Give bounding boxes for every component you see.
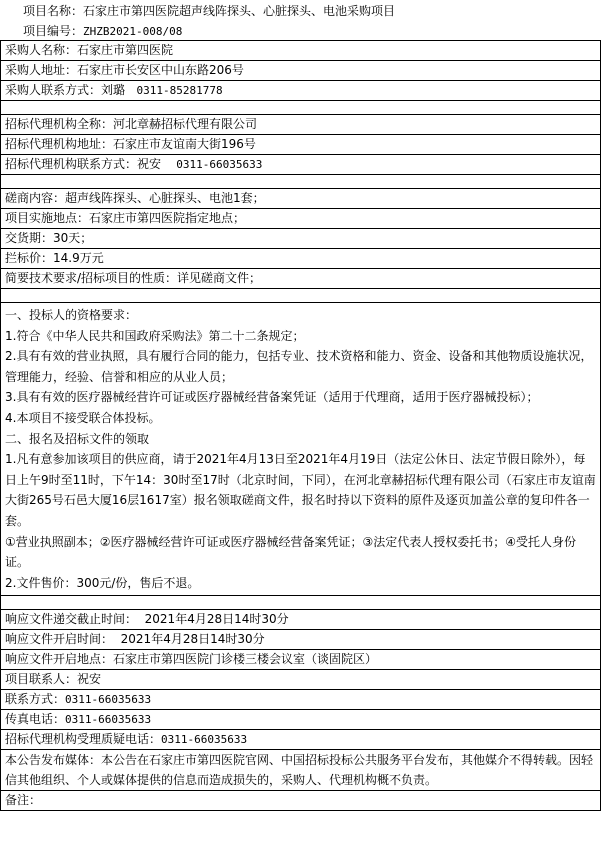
- table-row: [1, 610, 601, 630]
- purchaser-contact-cell: [1, 81, 601, 101]
- table-row: [1, 229, 601, 249]
- table-row: [1, 791, 601, 811]
- table-row: [1, 750, 601, 791]
- open-time-value: 2021年4月28日14时30分: [120, 632, 265, 647]
- table-row: [1, 41, 601, 61]
- purchaser-address-cell: [1, 61, 601, 81]
- registration-docs: ①营业执照副本；②医疗器械经营许可证或医疗器械经营备案凭证；③法定代表人授权委托书；④受托人身份证。: [5, 534, 577, 570]
- spacer-cell: [1, 289, 601, 303]
- purchaser-address: 石家庄市长安区中山东路206号: [77, 63, 244, 77]
- agency-address-label: 招标代理机构地址：: [5, 137, 114, 151]
- agency-contact-cell: [1, 155, 601, 175]
- project-no-label: 项目编号：: [23, 24, 84, 38]
- content-cell: [1, 189, 601, 209]
- remark-cell: [1, 791, 601, 811]
- registration-text: 1.凡有意参加该项目的供应商，请于2021年4月13日至2021年4月19日（法定公休日、法定节假日除外），每日上午9时至11时，下午14：30时至17时（北京时间，下同），在河北章赫招标代理有限公司（石家庄市友谊南大街265号石邑大厦16层1617室）报名领取磋商文件，报名时持以下资料的原件及逐页加盖公章的复印件各一套。: [5, 452, 596, 528]
- purchaser-address-label: 采购人地址：: [5, 63, 78, 77]
- table-row: [1, 269, 601, 289]
- agency-contact-label: 招标代理机构联系方式：: [5, 157, 138, 171]
- table-row: [1, 730, 601, 750]
- registration-title: 二、报名及招标文件的领取: [5, 431, 150, 446]
- table-row: [1, 249, 601, 269]
- price-cell: [1, 249, 601, 269]
- media-cell: [1, 750, 601, 791]
- media-text: 本公告发布媒体：本公告在石家庄市第四医院官网、中国招标投标公共服务平台发布，其他媒介不得转载。因轻信其他组织、个人或媒体提供的信息而造成损失的，采购人、代理机构概不负责。: [5, 753, 594, 788]
- purchaser-name-cell: [1, 41, 601, 61]
- open-time-label: 响应文件开启时间：: [5, 632, 114, 647]
- project-no: ZHZB2021-008/08: [83, 25, 183, 38]
- table-row: [1, 209, 601, 229]
- open-place-cell: [1, 650, 601, 670]
- contact-value: 祝安: [77, 672, 102, 687]
- qualification-item: 4.本项目不接受联合体投标。: [5, 410, 161, 425]
- agency-contact-person: 祝安: [137, 157, 162, 171]
- project-name-label: 项目名称：: [23, 4, 84, 18]
- table-row: [1, 710, 601, 730]
- project-name: 石家庄市第四医院超声线阵探头、心脏探头、电池采购项目: [83, 4, 396, 18]
- content-label: 磋商内容：: [5, 191, 66, 205]
- agency-name-label: 招标代理机构全称：: [5, 117, 114, 131]
- agency-name: 河北章赫招标代理有限公司: [113, 117, 258, 131]
- agency-name-cell: [1, 115, 601, 135]
- purchaser-contact-phone: 0311-85281778: [136, 84, 223, 97]
- table-row: [1, 670, 601, 690]
- spacer-row: [1, 175, 601, 189]
- spacer-cell: [1, 596, 601, 610]
- spacer-row: [1, 596, 601, 610]
- site-label: 项目实施地点：: [5, 211, 90, 225]
- purchaser-name: 石家庄市第四医院: [77, 43, 174, 57]
- open-time-cell: [1, 630, 601, 650]
- open-place-value: 石家庄市第四医院门诊楼三楼会议室（谈固院区）: [113, 652, 378, 667]
- table-row: [1, 690, 601, 710]
- table-row: [1, 303, 601, 596]
- remark-label: 备注：: [5, 793, 42, 808]
- spacer-row: [1, 101, 601, 115]
- deadline-cell: [1, 610, 601, 630]
- complaint-cell: [1, 730, 601, 750]
- purchaser-contact-label: 采购人联系方式：: [5, 83, 102, 97]
- spacer-cell: [1, 101, 601, 115]
- tech-value: 详见磋商文件；: [177, 271, 262, 285]
- purchaser-contact-person: 刘璐: [101, 83, 126, 97]
- deadline-label: 响应文件递交截止时间：: [5, 612, 138, 627]
- phone-value: 0311-66035633: [65, 693, 152, 707]
- qualification-item: 3.具有有效的医疗器械经营许可证或医疗器械经营备案凭证（适用于代理商，适用于医疗器械投标）；: [5, 390, 539, 405]
- spacer-cell: [1, 175, 601, 189]
- tech-label: 简要技术要求/招标项目的性质：: [5, 271, 178, 285]
- table-row: [1, 650, 601, 670]
- qualification-item: 2.具有有效的营业执照，具有履行合同的能力，包括专业、技术资格和能力、资金、设备和其他物质设施状况，管理能力，经验、信誉和相应的从业人员；: [5, 349, 593, 384]
- delivery-cell: [1, 229, 601, 249]
- fax-value: 0311-66035633: [65, 713, 152, 727]
- price-value: 14.9万元: [53, 251, 104, 265]
- contact-cell: [1, 670, 601, 690]
- announcement-table: [0, 40, 601, 811]
- complaint-value: 0311-66035633: [161, 733, 248, 747]
- phone-cell: [1, 690, 601, 710]
- project-name-line: [11, 2, 395, 20]
- qualification-item: 1.符合《中华人民共和国政府采购法》第二十二条规定；: [5, 328, 305, 343]
- table-row: [1, 81, 601, 101]
- price-label: 拦标价：: [5, 251, 54, 265]
- project-header: [0, 0, 601, 40]
- table-row: [1, 115, 601, 135]
- delivery-label: 交货期：: [5, 231, 54, 245]
- table-row: [1, 155, 601, 175]
- qualification-title: 一、投标人的资格要求：: [5, 308, 138, 322]
- content-value: 超声线阵探头、心脏探头、电池1套；: [65, 191, 265, 205]
- contact-label: 项目联系人：: [5, 672, 78, 687]
- document-price: 2.文件售价：300元/份，售后不退。: [5, 575, 200, 590]
- delivery-value: 30天；: [53, 231, 93, 245]
- site-cell: [1, 209, 601, 229]
- purchaser-name-label: 采购人名称：: [5, 43, 78, 57]
- deadline-value: 2021年4月28日14时30分: [144, 612, 289, 627]
- agency-address: 石家庄市友谊南大街196号: [113, 137, 256, 151]
- table-row: [1, 135, 601, 155]
- qualification-cell: [1, 303, 601, 596]
- agency-contact-phone: 0311-66035633: [176, 158, 263, 171]
- site-value: 石家庄市第四医院指定地点；: [89, 211, 246, 225]
- table-row: [1, 189, 601, 209]
- table-row: [1, 630, 601, 650]
- fax-label: 传真电话：: [5, 712, 66, 727]
- open-place-label: 响应文件开启地点：: [5, 652, 114, 667]
- table-row: [1, 61, 601, 81]
- phone-label: 联系方式：: [5, 692, 66, 707]
- spacer-row: [1, 289, 601, 303]
- fax-cell: [1, 710, 601, 730]
- tech-cell: [1, 269, 601, 289]
- project-no-line: [11, 22, 182, 41]
- complaint-label: 招标代理机构受理质疑电话：: [5, 732, 162, 747]
- agency-address-cell: [1, 135, 601, 155]
